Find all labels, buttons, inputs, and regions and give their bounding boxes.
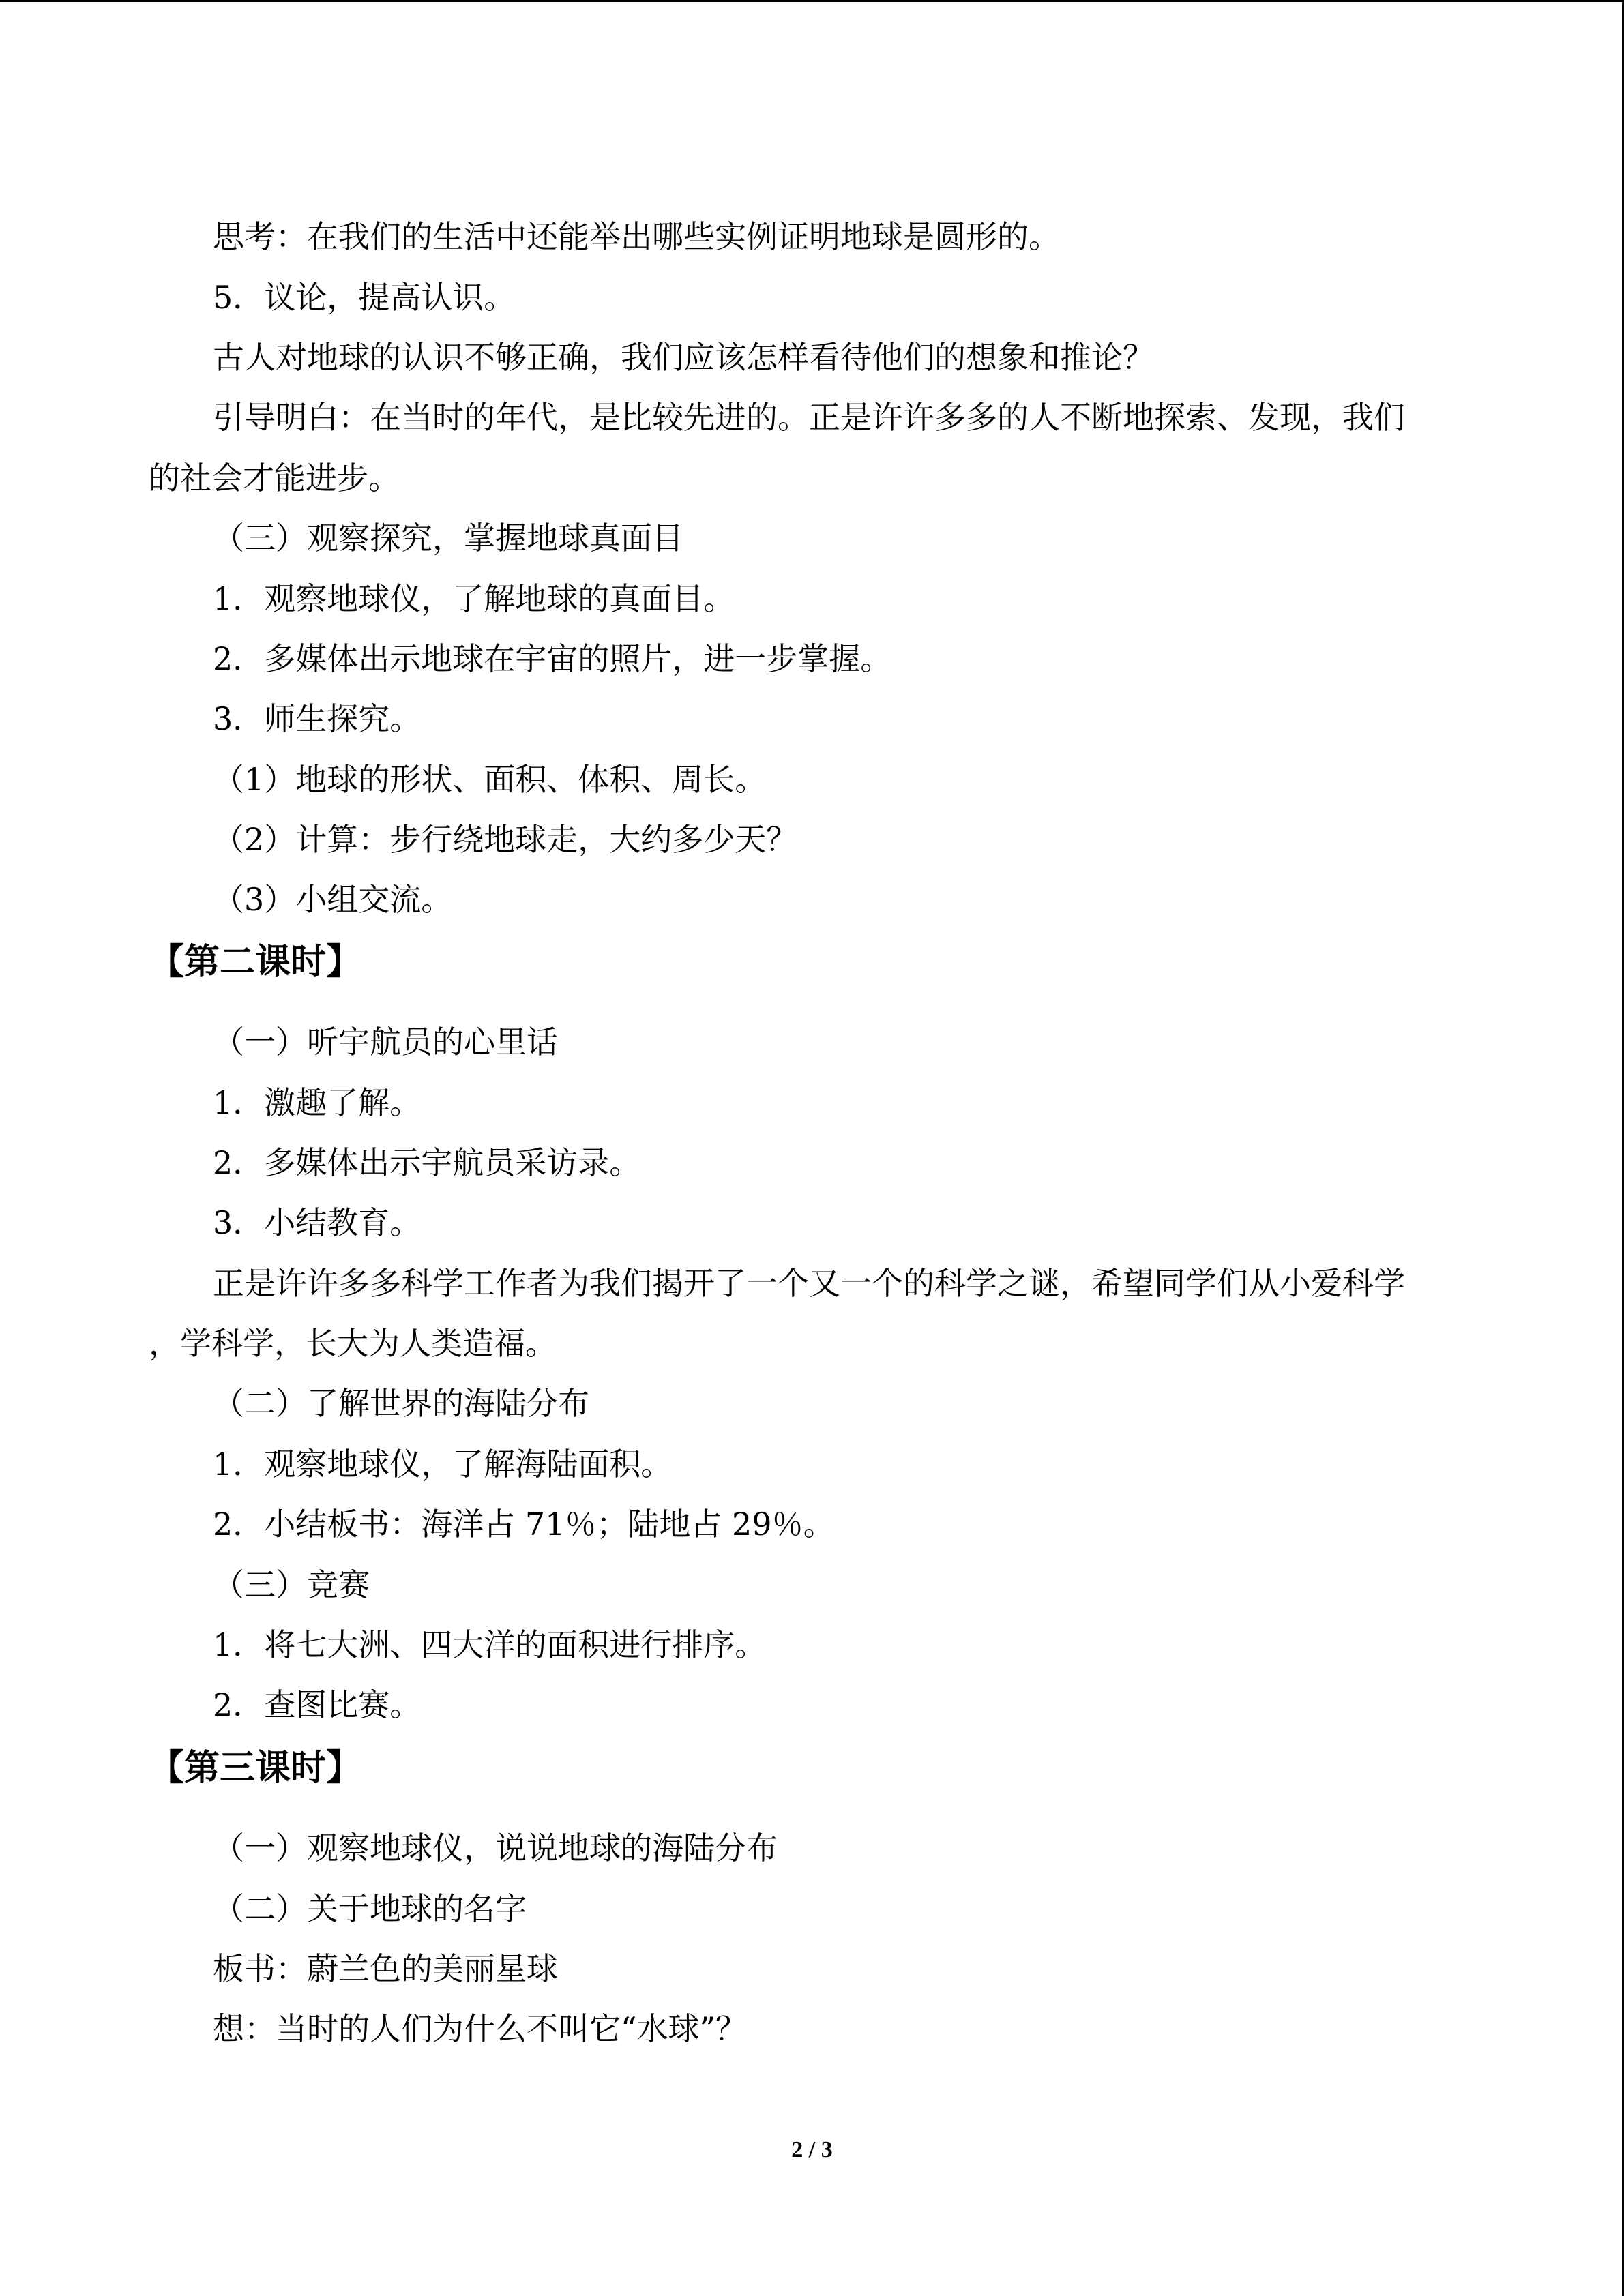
- text-line: （三）观察探究，掌握地球真面目: [213, 520, 683, 556]
- text-line: 想：当时的人们为什么不叫它“水球”？: [213, 2010, 748, 2047]
- text-line: 1．将七大洲、四大洋的面积进行排序。: [213, 1626, 767, 1663]
- text-line: 3．师生探究。: [213, 700, 422, 737]
- text-line: 的社会才能进步。: [149, 460, 400, 496]
- section-heading: 【第三课时】: [149, 1747, 362, 1789]
- text-line: （2）计算：步行绕地球走，大约多少天？: [213, 821, 798, 858]
- text-line: （一）听宇航员的心里话: [213, 1024, 558, 1060]
- text-line: 板书：蔚兰色的美丽星球: [213, 1950, 558, 1987]
- text-line: （三）竞赛: [213, 1566, 370, 1603]
- text-line: 2．查图比赛。: [213, 1686, 422, 1723]
- text-line: 2．多媒体出示地球在宇宙的照片，进一步掌握。: [213, 640, 892, 677]
- text-line: （二）了解世界的海陆分布: [213, 1385, 589, 1422]
- page-number: 2 / 3: [791, 2137, 833, 2162]
- text-line: 1．观察地球仪，了解地球的真面目。: [213, 580, 735, 617]
- text-line: 引导明白：在当时的年代，是比较先进的。正是许许多多的人不断地探索、发现，我们: [213, 399, 1405, 436]
- text-line: ，学科学，长大为人类造福。: [149, 1325, 557, 1362]
- text-line: 思考：在我们的生活中还能举出哪些实例证明地球是圆形的。: [213, 218, 1060, 255]
- text-line: 古人对地球的认识不够正确，我们应该怎样看待他们的想象和推论？: [213, 339, 1154, 376]
- text-line: （3）小组交流。: [213, 881, 453, 918]
- text-line: （一）观察地球仪，说说地球的海陆分布: [213, 1830, 778, 1866]
- text-line: （二）关于地球的名字: [213, 1890, 527, 1927]
- text-line: （1）地球的形状、面积、体积、周长。: [213, 761, 767, 798]
- text-line: 2．小结板书：海洋占 71％；陆地占 29％。: [213, 1506, 835, 1542]
- text-line: 1．激趣了解。: [213, 1084, 422, 1121]
- section-heading: 【第二课时】: [149, 941, 362, 983]
- text-line: 5．议论，提高认识。: [213, 279, 516, 316]
- text-line: 1．观察地球仪，了解海陆面积。: [213, 1446, 673, 1482]
- text-line: 正是许许多多科学工作者为我们揭开了一个又一个的科学之谜，希望同学们从小爱科学: [213, 1265, 1405, 1302]
- text-line: 2．多媒体出示宇航员采访录。: [213, 1144, 641, 1181]
- text-line: 3．小结教育。: [213, 1204, 422, 1241]
